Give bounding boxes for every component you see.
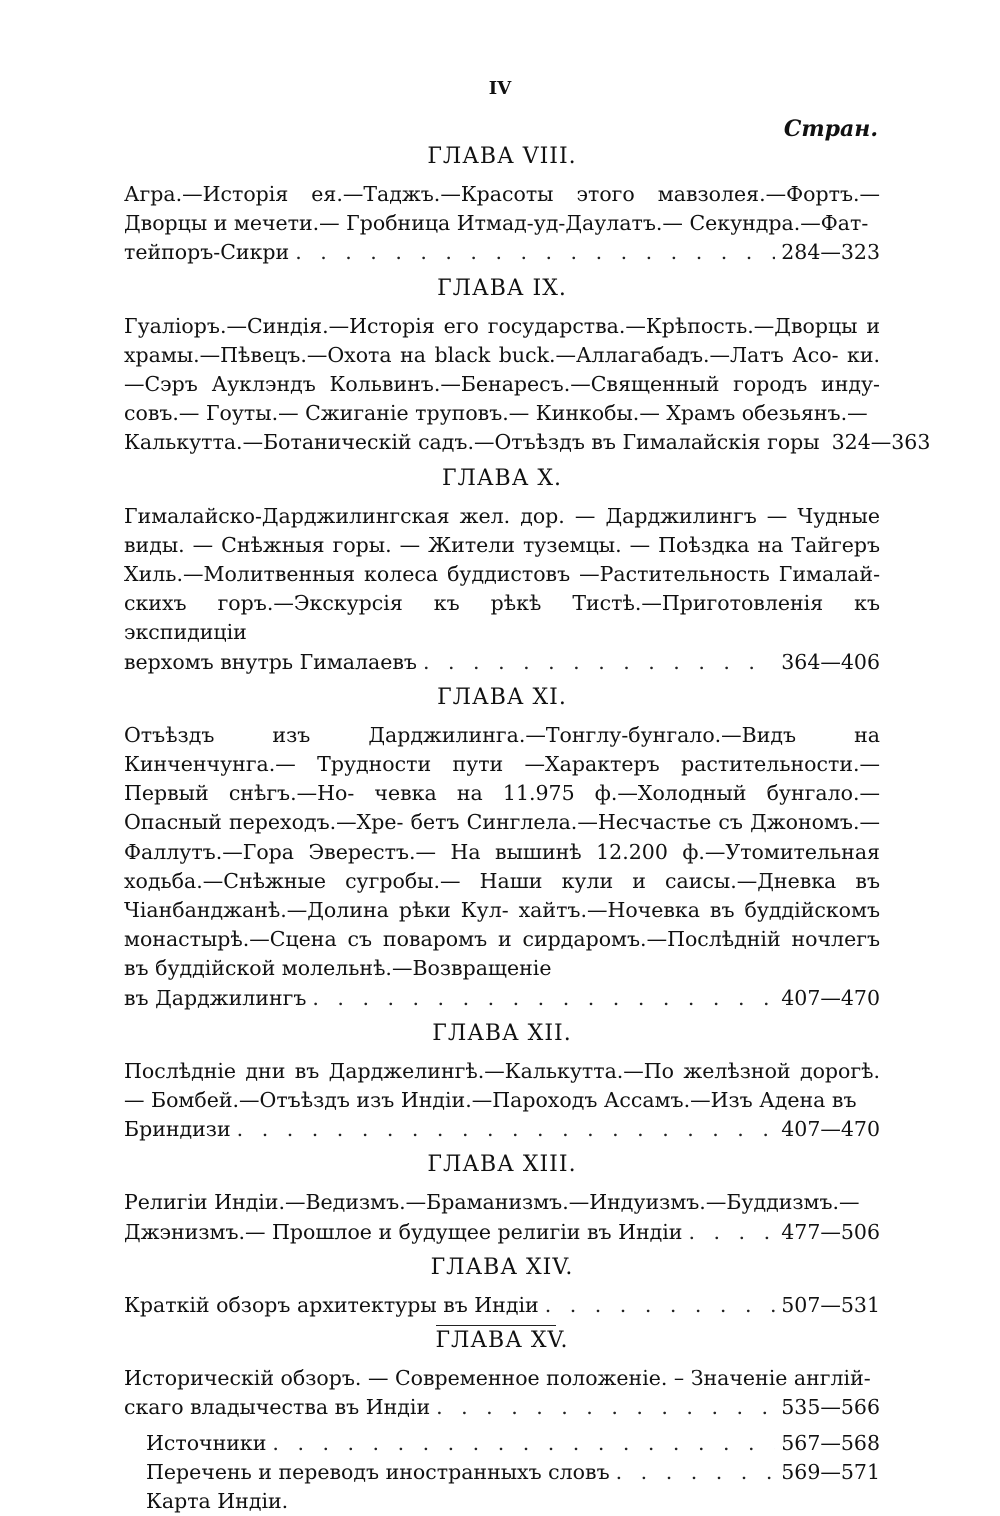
page-range: 477—506 (781, 1218, 880, 1247)
chapter-summary-text: Агра.—Исторія ея.—Таджъ.—Красоты этого мавзолея.—Фортъ.— Дворцы и мечети.— Гробница Итмад-уд-Даулатъ.— Секундра.—Фат- (124, 182, 880, 235)
chapter-section (124, 274, 880, 458)
chapter-entry-text: тейпоръ-Сикри (124, 238, 289, 267)
page-range: 567—568 (781, 1429, 880, 1458)
table-of-contents (124, 140, 880, 1516)
chapter-entry-line (124, 428, 880, 457)
chapter-summary (124, 1057, 880, 1145)
page-range: 535—566 (781, 1393, 880, 1422)
leader-dots (272, 1429, 775, 1458)
chapter-entry-line (124, 1115, 880, 1144)
chapter-entry-line (124, 648, 880, 677)
page-range: 407—470 (781, 984, 880, 1013)
leader-dots (436, 1393, 775, 1422)
chapter-summary (124, 502, 880, 677)
leader-dots (237, 1115, 776, 1144)
appendix-list (124, 1429, 880, 1516)
chapter-title: ГЛАВА XV. (124, 1326, 880, 1356)
chapter-entry-line (124, 1218, 880, 1247)
chapter-summary (124, 1364, 880, 1422)
page-range: 284—323 (781, 238, 880, 267)
chapter-title: ГЛАВА XIV. (124, 1253, 880, 1283)
appendix-entry (146, 1487, 880, 1516)
chapter-summary-text: Отъѣздъ изъ Дарджилинга.—Тонглу-бунгало.—Видъ на Кинченчунга.— Трудности пути —Характеръ растительности.—Первый снѣгъ.—Но- чевка на 11.975 ф.—Холодный бунгало.—Опасный переходъ.—Хре- бетъ Синглела.—Несчастье съ Джономъ.—Фаллутъ.—Гора Эверестъ.— На вышинѣ 12.200 ф.—Утомительная ходьба.—Снѣжные сугробы.— Наши кули и саисы.—Дневка въ Чіанбанджанѣ.—Долина рѣки Кул- хайтъ.—Ночевка въ буддійскомъ монастырѣ.—Сцена съ поваромъ и сирдаромъ.—Послѣдній ночлегъ въ буддійской молельнѣ.—Возвращеніе (124, 723, 880, 981)
chapter-entry-text: скаго владычества въ Индіи (124, 1393, 430, 1422)
chapter-summary-text: Гуаліоръ.—Синдія.—Исторія его государства.—Крѣпость.—Дворцы и храмы.—Пѣвецъ.—Охота на black buck.—Аллагабадъ.—Латъ Асо- ки.—Сэръ Ауклэндъ Кольвинъ.—Бенаресъ.—Священный городъ инду- совъ.— Гоуты.— Сжиганіе труповъ.— Кинкобы.— Храмъ обезьянъ.— (124, 314, 880, 426)
page-folio: IV (0, 78, 1000, 99)
leader-dots (295, 238, 775, 267)
chapter-entry-text: Бриндизи (124, 1115, 231, 1144)
appendix-entry-text: Источники (146, 1429, 266, 1458)
page-range: 507—531 (781, 1291, 880, 1320)
chapter-section (124, 142, 880, 268)
page-range: 364—406 (781, 648, 880, 677)
appendix-entry (146, 1429, 880, 1458)
chapter-section (124, 1019, 880, 1145)
chapter-entry-text: Джэнизмъ.— Прошлое и будущее религіи въ Индіи (124, 1218, 682, 1247)
chapter-entry-line (124, 238, 880, 267)
chapter-summary-text: Историческій обзоръ. — Современное положеніе. – Значеніе англій- (124, 1366, 871, 1390)
chapter-section (124, 464, 880, 677)
chapter-summary (124, 721, 880, 1013)
chapter-section (124, 683, 880, 1013)
chapter-entry-text: Краткій обзоръ архитектуры въ Индіи (124, 1291, 539, 1320)
leader-dots (688, 1218, 775, 1247)
chapter-title: ГЛАВА X. (124, 464, 880, 494)
page-range: 324—363 (832, 428, 931, 457)
chapter-entry-line (124, 1393, 880, 1422)
appendix-entry-text: Перечень и переводъ иностранныхъ словъ (146, 1458, 610, 1487)
chapter-entry-text: въ Дарджилингъ (124, 984, 306, 1013)
chapter-section (124, 1253, 880, 1320)
chapter-entry-line (124, 1291, 880, 1320)
page-column-label: Стран. (784, 116, 878, 142)
chapter-entry-text: Калькутта.—Ботаническій садъ.—Отъѣздъ въ Гималайскія горы (124, 428, 820, 457)
leader-dots (545, 1291, 776, 1320)
chapter-entry-text: верхомъ внутрь Гималаевъ (124, 648, 417, 677)
page-range: 569—571 (781, 1458, 880, 1487)
chapter-section (124, 1326, 880, 1422)
chapter-summary (124, 1291, 880, 1320)
chapter-summary-text: Религіи Индіи.—Ведизмъ.—Браманизмъ.—Индуизмъ.—Буддизмъ.— (124, 1190, 860, 1214)
chapter-title: ГЛАВА XIII. (124, 1150, 880, 1180)
chapter-summary (124, 312, 880, 458)
chapter-title: ГЛАВА IX. (124, 274, 880, 304)
leader-dots (423, 648, 775, 677)
appendix-entry-text: Карта Индіи. (146, 1487, 288, 1516)
chapter-title: ГЛАВА VIII. (124, 142, 880, 172)
chapter-summary (124, 1188, 880, 1246)
chapter-title: ГЛАВА XII. (124, 1019, 880, 1049)
chapter-section (124, 1150, 880, 1246)
chapter-summary (124, 180, 880, 268)
chapter-summary-text: Гималайско-Дарджилингская жел. дор. — Дарджилингъ — Чудные виды. — Снѣжныя горы. — Жители туземцы. — Поѣздка на Тайгеръ Хиль.—Молитвенныя колеса буддистовъ —Растительность Гималай- скихъ горъ.—Экскурсія къ рѣкѣ Тистѣ.—Приготовленія къ экспидиціи (124, 504, 880, 645)
leader-dots (312, 984, 775, 1013)
chapter-summary-text: Послѣдніе дни въ Дарджелингѣ.—Калькутта.—По желѣзной дорогѣ.— Бомбей.—Отъѣздъ изъ Индіи.—Пароходъ Ассамъ.—Изъ Адена въ (124, 1059, 880, 1112)
chapter-entry-line (124, 984, 880, 1013)
leader-dots (616, 1458, 776, 1487)
chapter-title: ГЛАВА XI. (124, 683, 880, 713)
page-range: 407—470 (781, 1115, 880, 1144)
closing-rule (436, 1325, 556, 1326)
appendix-entry (146, 1458, 880, 1487)
